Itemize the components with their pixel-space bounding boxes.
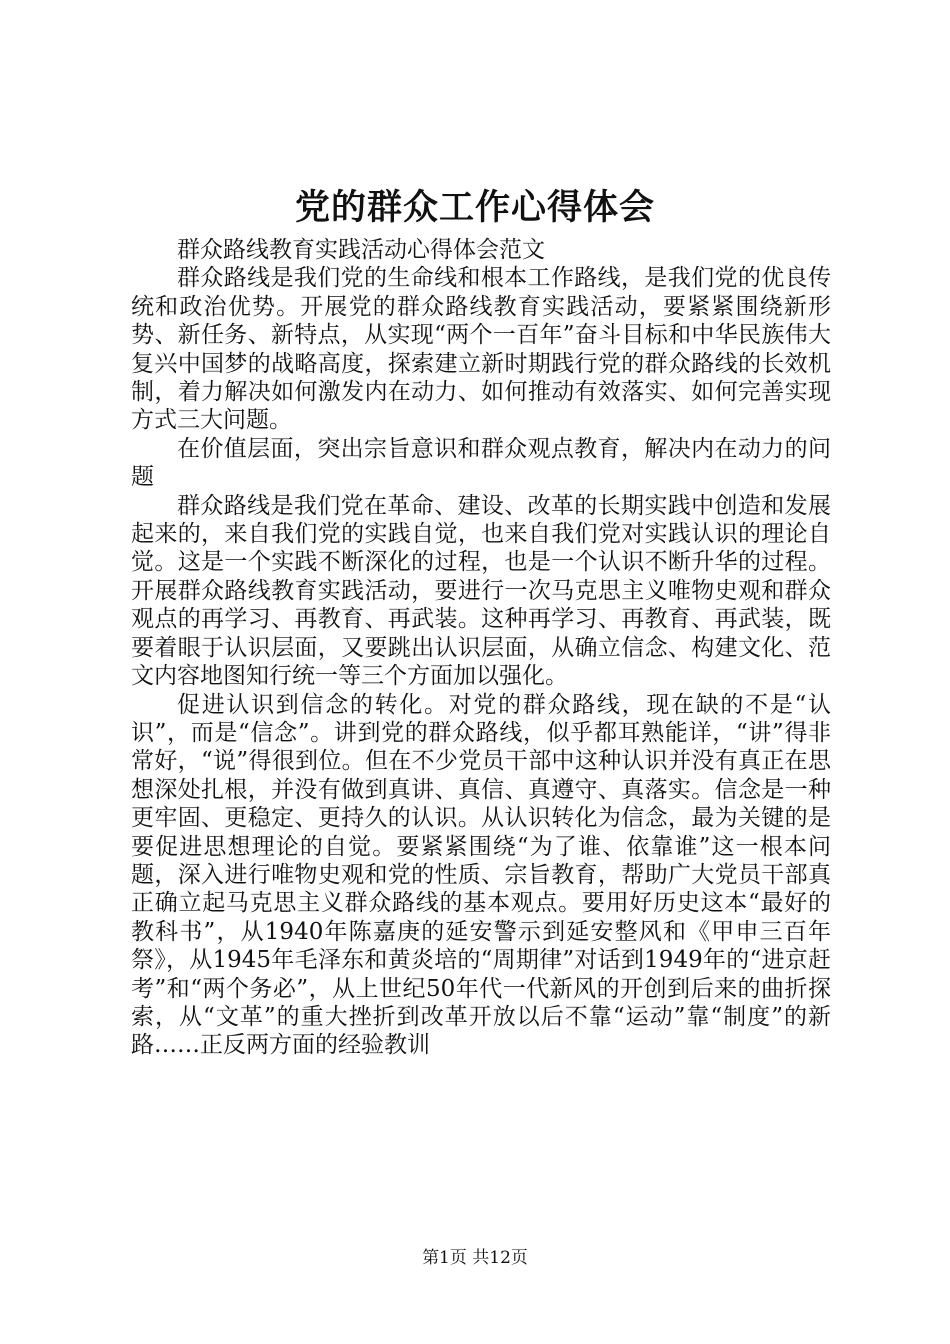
paragraph-body: 促进认识到信念的转化。对党的群众路线，现在缺的不是“认识”，而是“信念”。讲到党的群众路线，似乎都耳熟能详，“讲”得非常好，“说”得很到位。但在不少党员干部中这种认识并没有真正在思想深处扎根，并没有做到真讲、真信、真遵守、真落实。信念是一种更牢固、更稳定、更持久的认识。从认识转化为信念，最为关键的是要促进思想理论的自觉。要紧紧围绕“为了谁、依靠谁”这一根本问题，深入进行唯物史观和党的性质、宗旨教育，帮助广大党员干部真正确立起马克思主义群众路线的基本观点。要用好历史这本“最好的教科书”，从1940年陈嘉庚的延安警示到延安整风和《甲申三百年祭》，从1945年毛泽东和黄炎培的“周期律”对话到1949年的“进京赶考”和“两个务必”，从上世纪50年代一代新风的开创到后来的曲折探索，从“文革”的重大挫折到改革开放以后不靠“运动”靠“制度”的新路……正反两方面的经验教训 [131, 691, 831, 1059]
paragraph-body: 群众路线是我们党在革命、建设、改革的长期实践中创造和发展起来的，来自我们党的实践自觉，也来自我们党对实践认识的理论自觉。这是一个实践不断深化的过程，也是一个认识不断升华的过程。开展群众路线教育实践活动，要进行一次马克思主义唯物史观和群众观点的再学习、再教育、再武装。这种再学习、再教育、再武装，既要着眼于认识层面，又要跳出认识层面，从确立信念、构建文化、范文内容地图知行统一等三个方面加以强化。 [131, 492, 831, 690]
document-title: 党的群众工作心得体会 [294, 188, 655, 228]
paragraph-intro: 群众路线是我们党的生命线和根本工作路线，是我们党的优良传统和政治优势。开展党的群众路线教育实践活动，要紧紧围绕新形势、新任务、新特点，从实现“两个一百年”奋斗目标和中华民族伟大复兴中国梦的战略高度，探索建立新时期践行党的群众路线的长效机制，着力解决如何激发内在动力、如何推动有效落实、如何完善实现方式三大问题。 [131, 265, 831, 434]
paragraph-section-heading: 在价值层面，突出宗旨意识和群众观点教育，解决内在动力的问题 [131, 435, 831, 491]
document-body [131, 236, 831, 1060]
page-number-footer: 第1页 共12页 [422, 1248, 528, 1268]
paragraph-subtitle: 群众路线教育实践活动心得体会范文 [177, 237, 545, 263]
